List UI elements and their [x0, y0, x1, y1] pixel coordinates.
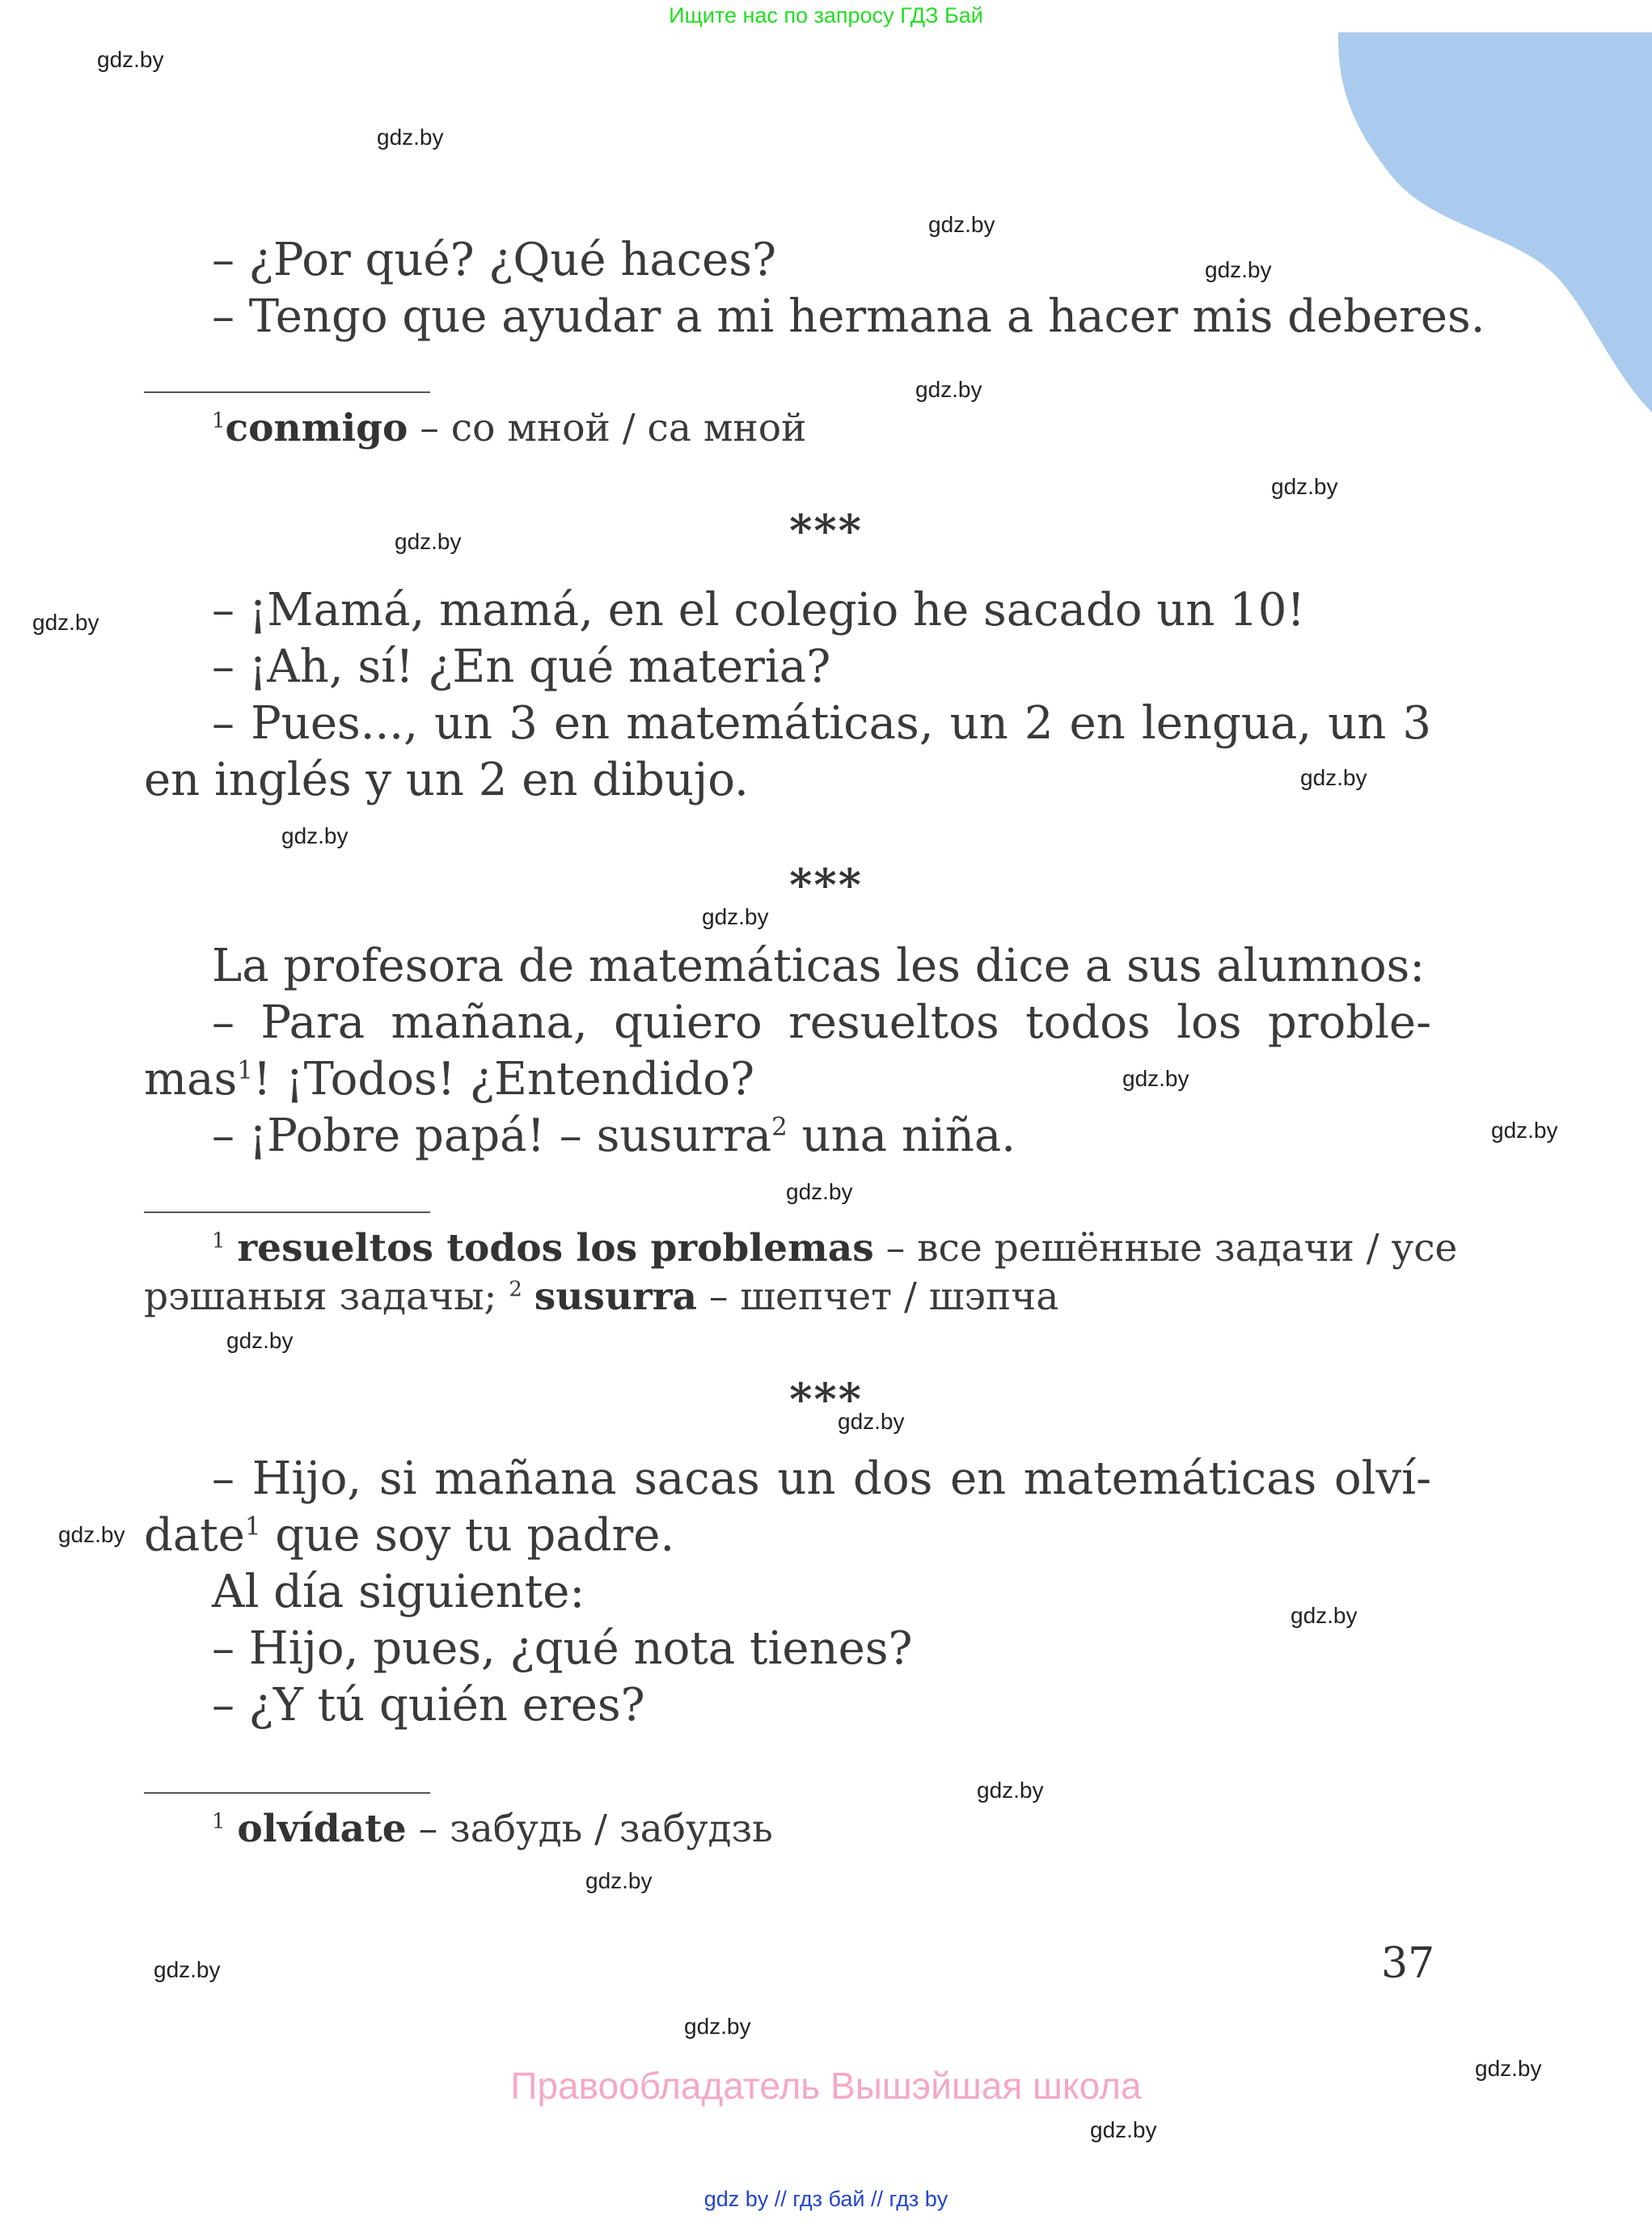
text-line: [144, 1051, 754, 1108]
decorative-blue-shape: [1320, 32, 1652, 412]
footnote: [212, 404, 806, 453]
footnote: [144, 1273, 1058, 1321]
text-line: – ¿Y tú quién eres?: [212, 1679, 645, 1731]
text-line: – Pues..., un 3 en matemáticas, un 2 en lengua, un 3: [212, 697, 1431, 750]
footnote-term: resueltos todos los problemas: [237, 1226, 874, 1271]
text-fragment: que soy tu padre.: [260, 1509, 675, 1562]
footnote-term: conmigo: [225, 406, 408, 450]
watermark: gdz.by: [1205, 257, 1272, 282]
section-separator: ***: [789, 859, 863, 911]
text-line: [144, 1507, 674, 1564]
text-fragment: una niña.: [787, 1110, 1016, 1162]
watermark: gdz.by: [154, 1957, 221, 1982]
watermark: gdz.by: [915, 377, 982, 402]
watermark: gdz.by: [97, 47, 164, 72]
text-fragment: mas: [144, 1053, 238, 1106]
text-line: – Tengo que ayudar a mi hermana a hacer mis deberes.: [212, 290, 1485, 343]
footnote: [212, 1805, 773, 1854]
footnote-term: susurra: [534, 1275, 697, 1319]
watermark: gdz.by: [395, 529, 462, 554]
watermark: gdz.by: [32, 610, 99, 635]
text-line: – ¡Mamá, mamá, en el colegio he sacado un 10!: [212, 584, 1305, 636]
watermark: gdz.by: [585, 1868, 653, 1893]
text-line: [212, 1108, 1016, 1165]
watermark: gdz.by: [1491, 1118, 1558, 1143]
section-separator: ***: [789, 1373, 863, 1425]
text-line: Al día siguiente:: [212, 1566, 585, 1618]
footnote-term: olvídate: [237, 1807, 407, 1851]
text-line: en inglés y un 2 en dibujo.: [144, 754, 749, 806]
footnote: [212, 1224, 1457, 1273]
footnote-translation: – шепчет / шэпча: [696, 1275, 1059, 1319]
text-line: – ¿Por qué? ¿Qué haces?: [212, 234, 777, 286]
footnote-translation: – со мной / са мной: [408, 406, 807, 450]
text-line: – Hijo, si mañana sacas un dos en matemáticas olví-: [212, 1452, 1431, 1505]
watermark: gdz.by: [977, 1778, 1044, 1803]
watermark: gdz.by: [1122, 1066, 1189, 1091]
watermark: gdz.by: [1291, 1603, 1358, 1628]
footnote-translation: – забудь / забудзь: [406, 1807, 773, 1851]
watermark: gdz.by: [928, 212, 995, 237]
watermark: gdz.by: [58, 1522, 125, 1547]
search-banner[interactable]: Ищите нас по запросу ГДЗ Бай: [669, 3, 983, 27]
footnote-number: 1: [212, 1228, 226, 1254]
footnote-number: 1: [212, 1809, 226, 1834]
watermark: gdz.by: [377, 125, 444, 150]
section-separator: ***: [789, 505, 863, 556]
page-number: 37: [1381, 1939, 1435, 1988]
watermark: gdz.by: [684, 2014, 751, 2039]
text-line: – Para mañana, quiero resueltos todos los proble-: [212, 996, 1431, 1049]
footnote-divider: [144, 1211, 430, 1213]
footnote-translation: – все решённые задачи / усе: [873, 1226, 1458, 1271]
footnote-divider: [144, 1792, 430, 1794]
watermark: gdz.by: [226, 1328, 294, 1353]
watermark: gdz.by: [786, 1179, 853, 1204]
footnote-translation: рэшаныя задачы;: [144, 1275, 509, 1319]
text-line: – ¡Ah, sí! ¿En qué materia?: [212, 641, 831, 693]
text-line: La profesora de matemáticas les dice a sus alumnos:: [212, 940, 1426, 992]
text-fragment: – ¡Pobre papá! – susurra: [212, 1110, 772, 1162]
footnote-number: 2: [509, 1277, 522, 1302]
text-line: – Hijo, pues, ¿qué nota tienes?: [212, 1622, 913, 1675]
watermark: gdz.by: [838, 1409, 905, 1434]
watermark: gdz.by: [1300, 765, 1367, 790]
footnote-ref: 1: [244, 1512, 261, 1541]
watermark: gdz.by: [1090, 2117, 1157, 2142]
watermark: gdz.by: [1475, 2056, 1542, 2081]
text-fragment: ! ¡Todos! ¿Entendido?: [252, 1053, 754, 1106]
copyright-notice: Правообладатель Вышэйшая школа: [510, 2065, 1142, 2107]
watermark: gdz.by: [1271, 474, 1338, 499]
footnote-ref: 1: [237, 1055, 253, 1085]
text-fragment: date: [144, 1509, 245, 1562]
footnote-divider: [144, 391, 430, 393]
watermark: gdz.by: [281, 823, 349, 848]
watermark: gdz.by: [702, 904, 769, 929]
footnote-number: 1: [212, 408, 226, 433]
bottom-links[interactable]: gdz by // гдз бай // гдз by: [703, 2187, 949, 2211]
footnote-ref: 2: [771, 1112, 788, 1142]
